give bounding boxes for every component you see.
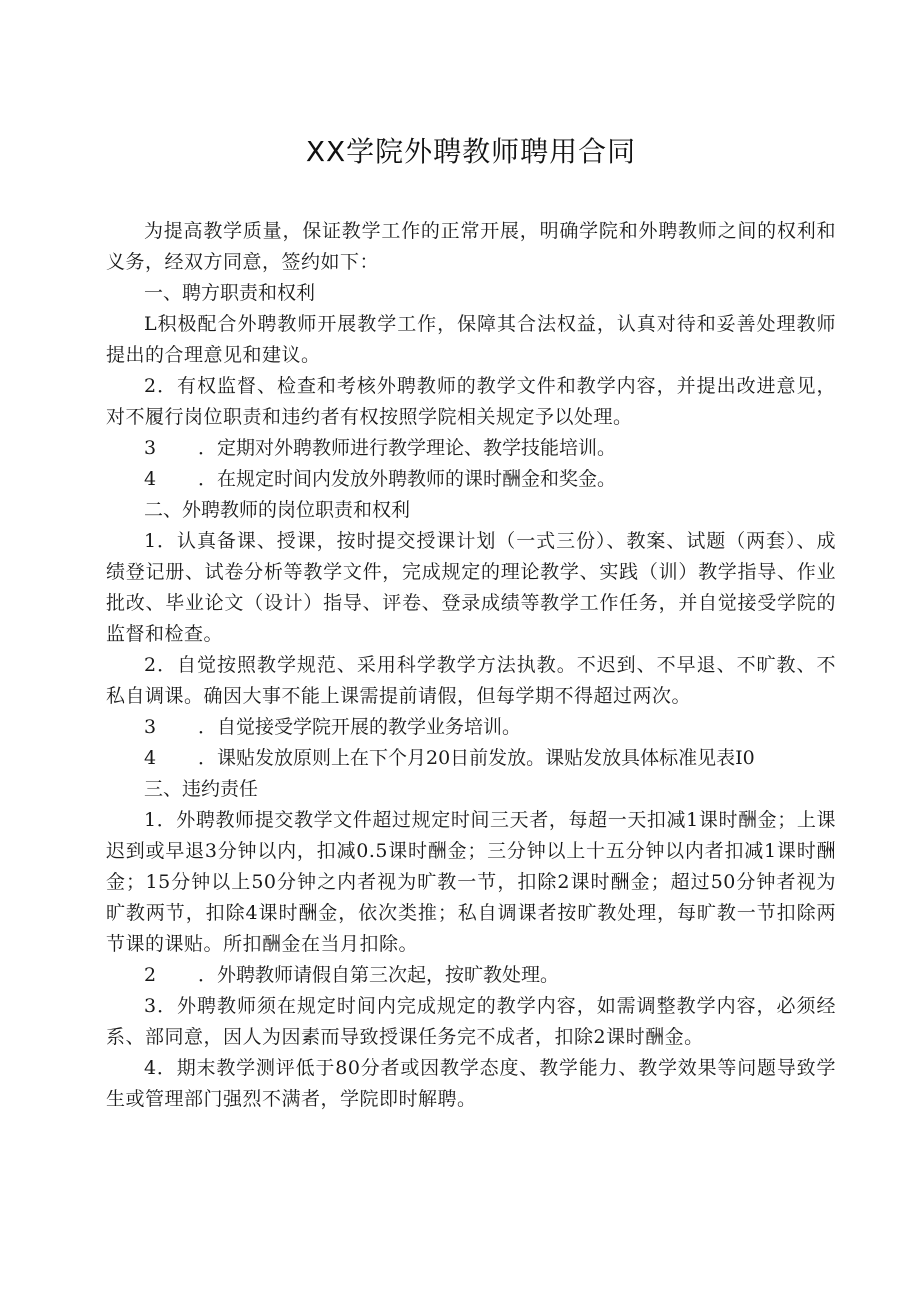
section2-item4 xyxy=(106,743,836,774)
section1-item4-number: 4 xyxy=(144,468,157,490)
section2-item3 xyxy=(106,712,836,743)
intro-paragraph: 为提高教学质量，保证教学工作的正常开展，明确学院和外聘教师之间的权利和义务，经双方同意，签约如下： xyxy=(106,220,836,273)
section2-item3-number: 3 xyxy=(144,716,157,738)
section1-item3-number: 3 xyxy=(144,437,157,459)
section2-item4-number: 4 xyxy=(144,747,157,769)
section2-item2: 2．自觉按照教学规范、采用科学教学方法执教。不迟到、不早退、不旷教、不私自调课。确因大事不能上课需提前请假，但每学期不得超过两次。 xyxy=(106,654,836,707)
section2-heading: 二、外聘教师的岗位职责和权利 xyxy=(144,499,411,521)
section1-item3-text: ．定期对外聘教师进行教学理论、教学技能培训。 xyxy=(198,437,617,459)
section3-item4: 4．期末教学测评低于80分者或因教学态度、教学能力、教学效果等问题导致学生或管理部门强烈不满者，学院即时解聘。 xyxy=(106,1057,836,1110)
section1-item4-text: ．在规定时间内发放外聘教师的课时酬金和奖金。 xyxy=(198,468,617,490)
section2-item3-text: ．自觉接受学院开展的教学业务培训。 xyxy=(198,716,522,738)
section3-item2-number: 2 xyxy=(144,964,157,986)
section2-item1: 1．认真备课、授课，按时提交授课计划（一式三份）、教案、试题（两套）、成绩登记册、试卷分析等教学文件，完成规定的理论教学、实践（训）教学指导、作业批改、毕业论文（设计）指导、评卷、登录成绩等教学工作任务，并自觉接受学院的监督和检查。 xyxy=(106,530,836,645)
section1-item4 xyxy=(106,464,836,495)
section3-heading: 三、违约责任 xyxy=(144,778,259,800)
section1-item3 xyxy=(106,433,836,464)
section3-item1: 1．外聘教师提交教学文件超过规定时间三天者，每超一天扣减1课时酬金；上课迟到或早退3分钟以内，扣减0.5课时酬金；三分钟以上十五分钟以内者扣减1课时酬金；15分钟以上50分钟之内者视为旷教一节，扣除2课时酬金；超过50分钟者视为旷教两节，扣除4课时酬金，依次类推；私自调课者按旷教处理，每旷教一节扣除两节课的课贴。所扣酬金在当月扣除。 xyxy=(106,809,836,955)
section3-item3: 3．外聘教师须在规定时间内完成规定的教学内容，如需调整教学内容，必须经系、部同意，因人为因素而导致授课任务完不成者，扣除2课时酬金。 xyxy=(106,995,836,1048)
section1-heading: 一、聘方职责和权利 xyxy=(144,282,316,304)
section3-item2-text: ．外聘教师请假自第三次起，按旷教处理。 xyxy=(198,964,560,986)
section2-item4-text: ．课贴发放原则上在下个月20日前发放。课贴发放具体标准见表I0 xyxy=(198,747,755,769)
document-title: XX学院外聘教师聘用合同 xyxy=(305,135,637,168)
section1-item1: L积极配合外聘教师开展教学工作，保障其合法权益，认真对待和妥善处理教师提出的合理意见和建议。 xyxy=(106,313,836,366)
section1-item2: 2．有权监督、检查和考核外聘教师的教学文件和教学内容，并提出改进意见，对不履行岗位职责和违约者有权按照学院相关规定予以处理。 xyxy=(106,375,836,428)
section3-item2 xyxy=(106,960,836,991)
